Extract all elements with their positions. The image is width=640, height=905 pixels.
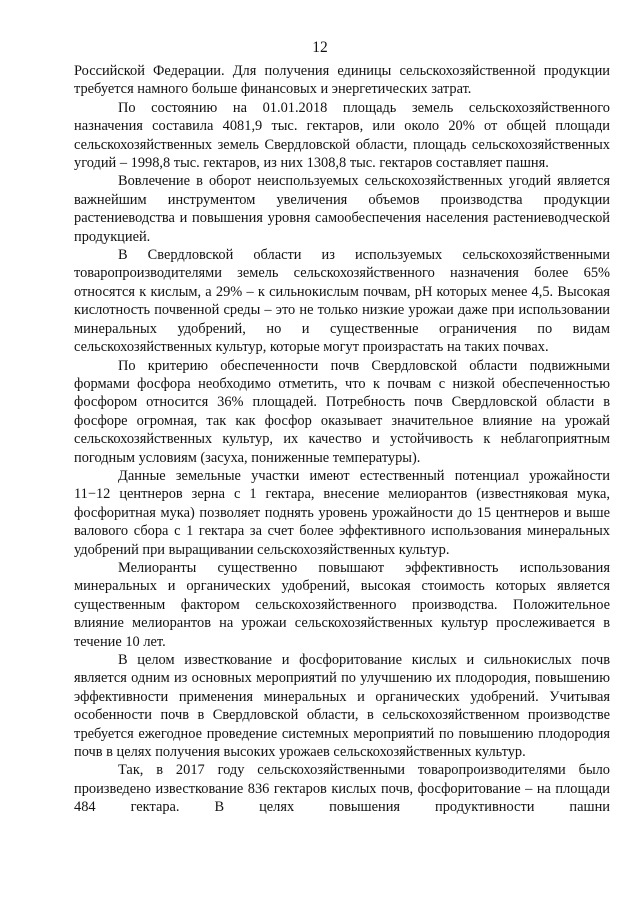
- paragraph: По состоянию на 01.01.2018 площадь земель сельскохозяйственного назначения составила 4081,9 тыс. гектаров, или около 20% от общей площади сельскохозяйственных земель Свердловской области, площадь сельскохозяйственных угодий – 1998,8 тыс. гектаров, из них 1308,8 тыс. гектаров составляет пашня.: [74, 99, 610, 172]
- paragraph: Данные земельные участки имеют естественный потенциал урожайности 11−12 центнеров зерна с 1 гектара, внесение мелиорантов (известняковая мука, фосфоритная мука) позволяет поднять уровень урожайности до 15 центнеров и выше валового сбора с 1 гектара за счет более эффективного использования минеральных удобрений при выращивании сельскохозяйственных культур.: [74, 467, 610, 558]
- paragraph: Российской Федерации. Для получения единицы сельскохозяйственной продукции требуется намного больше финансовых и энергетических затрат.: [74, 63, 610, 98]
- paragraph: Мелиоранты существенно повышают эффективность использования минеральных и органических удобрений, высокая стоимость которых является существенным фактором сельскохозяйственного производства. Положительное влияние мелиорантов на урожаи сельскохозяйственных культур прослеживается в течение 10 лет.: [74, 559, 610, 650]
- paragraph: В Свердловской области из используемых сельскохозяйственными товаропроизводителями земель сельскохозяйственного назначения более 65% относятся к кислым, а 29% – к сильнокислым почвам, pH которых менее 4,5. Высокая кислотность почвенной среды – это не только низкие урожаи даже при использовании минеральных удобрений, но и существенные ограничения по видам сельскохозяйственных культур, которые могут произрастать на таких почвах.: [74, 247, 610, 356]
- paragraph: В целом известкование и фосфоритование кислых и сильнокислых почв является одним из основных мероприятий по улучшению их плодородия, повышению эффективности применения минеральных и органических удобрений. Учитывая особенности почв в Свердловской области, в сельскохозяйственном производстве требуется ежегодное проведение системных мероприятий по повышению плодородия почв в целях получения высоких урожаев сельскохозяйственных культур.: [74, 652, 610, 761]
- paragraph: По критерию обеспеченности почв Свердловской области подвижными формами фосфора необходимо отметить, что к почвам с низкой обеспеченностью фосфором относится 36% площадей. Потребность почв Свердловской области в фосфоре огромная, так как фосфор оказывает значительное влияние на урожай сельскохозяйственных культур, их качество и устойчивость к неблагоприятным погодным условиям (засуха, пониженные температуры).: [74, 357, 610, 466]
- page-number: 12: [312, 39, 328, 56]
- paragraph: Так, в 2017 году сельскохозяйственными товаропроизводителями было произведено известкование 836 гектаров кислых почв, фосфоритование – на площади 484 гектара. В целях повышения продуктивности пашни: [74, 762, 610, 816]
- body-text: [74, 62, 610, 817]
- paragraph: Вовлечение в оборот неиспользуемых сельскохозяйственных угодий является важнейшим инструментом увеличения объемов производства продукции растениеводства и повышения уровня самообеспечения населения растениеводческой продукцией.: [74, 173, 610, 245]
